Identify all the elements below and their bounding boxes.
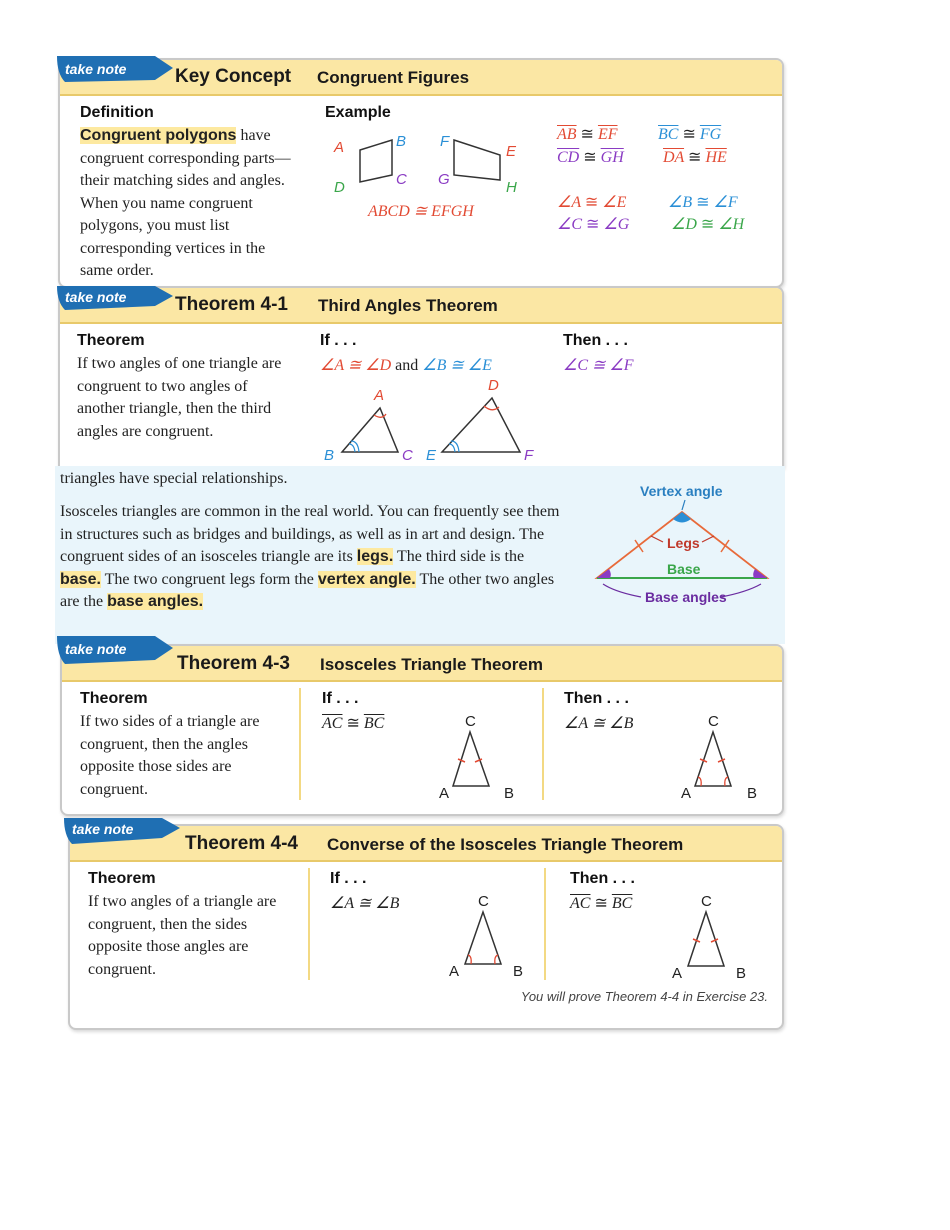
vertex-label-b: B xyxy=(396,133,407,150)
t41-label-e: E xyxy=(426,447,437,464)
theorem-4-1-if-heading: If . . . xyxy=(320,332,357,349)
term-legs: legs. xyxy=(356,548,394,565)
definition-text: Congruent polygons have congruent corresponding parts—their matching sides and angles. When you name congruent polygons, you must list corresponding vertices in the same order. xyxy=(80,127,291,279)
t43-then-label-c: C xyxy=(708,713,719,730)
key-concept-label: Key Concept xyxy=(175,66,292,87)
t44-if-label-c: C xyxy=(478,893,489,910)
take-note-tab-key-concept xyxy=(55,50,180,90)
t43-if-label-a: A xyxy=(439,785,450,802)
theorem-4-3-then-heading: Then . . . xyxy=(564,690,629,707)
theorem-4-1-then-heading: Then . . . xyxy=(563,332,628,349)
theorem-4-4-name: Converse of the Isosceles Triangle Theorem xyxy=(327,835,684,854)
term-base-angles: base angles. xyxy=(107,593,204,610)
theorem-4-3-if-statement: $\overline{AC}$ ≅ $\overline{BC}$ xyxy=(322,715,385,732)
triangle-def xyxy=(442,398,520,452)
theorem-4-1-heading: Theorem xyxy=(77,332,145,349)
vertex-label-e: E xyxy=(506,143,517,160)
svg-text:take note: take note xyxy=(65,289,127,305)
congruence-statement: ABCD ≅ EFGH xyxy=(368,203,474,220)
t41-label-c: C xyxy=(402,447,413,464)
t41-label-f: F xyxy=(524,447,534,464)
theorem-4-4-footnote: You will prove Theorem 4-4 in Exercise 23. xyxy=(520,989,768,1004)
vertex-label-c: C xyxy=(396,171,407,188)
term-vertex-angle: vertex angle. xyxy=(317,570,416,588)
side-pair-ab-ef: $\overline{AB}$ ≅ $\overline{EF}$ xyxy=(557,126,618,143)
side-pair-da-he: $\overline{DA}$ ≅ $\overline{HE}$ xyxy=(663,149,727,166)
theorem-4-1-triangles xyxy=(320,377,550,464)
t44-then-label-b: B xyxy=(736,965,747,982)
term-congruent-polygons: Congruent polygons xyxy=(80,127,237,144)
t41-label-b: B xyxy=(324,447,335,464)
base-label: Base xyxy=(667,561,701,577)
theorem-4-4-then-heading: Then . . . xyxy=(570,870,635,887)
example-heading: Example xyxy=(325,104,391,121)
theorem-4-4-then-triangle xyxy=(668,894,748,980)
theorem-4-3-then-statement: ∠A ≅ ∠B xyxy=(564,715,634,732)
take-note-tab-theorem-4-3 xyxy=(55,628,180,670)
intro-partial-line: triangles have special relationships. xyxy=(60,470,288,487)
polygon-diagram xyxy=(330,130,530,195)
angle-pair-c-g: ∠C ≅ ∠G xyxy=(557,216,630,233)
polygon-efgh xyxy=(454,140,500,180)
term-base: base. xyxy=(60,570,101,588)
angle-pair-a-e: ∠A ≅ ∠E xyxy=(557,194,627,211)
t44-if-label-b: B xyxy=(513,963,524,980)
vertex-label-g: G xyxy=(438,171,450,188)
legs-label: Legs xyxy=(667,535,700,551)
theorem-4-3-name: Isosceles Triangle Theorem xyxy=(320,655,543,674)
theorem-4-4-then-statement: $\overline{AC}$ ≅ $\overline{BC}$ xyxy=(570,895,633,912)
t43-then-label-a: A xyxy=(681,785,692,802)
vertex-label-f: F xyxy=(440,133,450,150)
theorem-4-4-box xyxy=(68,824,784,1030)
theorem-4-1-if-statement: ∠A ≅ ∠D and ∠B ≅ ∠E xyxy=(320,357,492,374)
base-angles-label: Base angles xyxy=(645,589,727,605)
svg-text:take note: take note xyxy=(72,821,134,837)
theorem-4-4-if-statement: ∠A ≅ ∠B xyxy=(330,895,400,912)
t43-if-label-c: C xyxy=(465,713,476,730)
definition-heading: Definition xyxy=(80,104,154,121)
take-note-tab-theorem-4-1 xyxy=(55,280,180,320)
polygon-abcd xyxy=(360,140,392,182)
triangle-abc xyxy=(342,408,398,452)
theorem-4-4-if-heading: If . . . xyxy=(330,870,367,887)
intro-paragraph: Isosceles triangles are common in the real world. You can frequently see them in structures such as bridges and buildings, as well as in art and design. The congruent sides of an isosceles triangle are its legs. The third side is the base. The two congruent legs form the vertex angle. The other two angles are the base angles. xyxy=(60,503,560,610)
theorem-4-1-then-statement: ∠C ≅ ∠F xyxy=(563,357,634,374)
vertex-label-d: D xyxy=(334,179,345,196)
angle-pair-d-h: ∠D ≅ ∠H xyxy=(671,216,745,233)
side-pair-cd-gh: $\overline{CD}$ ≅ $\overline{GH}$ xyxy=(557,149,624,166)
t43-then-label-b: B xyxy=(747,785,758,802)
svg-text:take note: take note xyxy=(65,641,127,657)
t43-if-label-b: B xyxy=(504,785,515,802)
t44-then-label-c: C xyxy=(701,893,712,910)
vertex-label-a: A xyxy=(334,139,345,156)
theorem-4-3-divider-1 xyxy=(299,688,301,800)
isosceles-diagram xyxy=(585,480,780,610)
svg-text:take note: take note xyxy=(65,61,127,77)
theorem-4-4-number: Theorem 4-4 xyxy=(185,833,298,854)
theorem-4-4-text: If two angles of a triangle are congruent, then the sides opposite those angles are congruent. xyxy=(88,893,277,978)
theorem-4-3-then-triangle xyxy=(675,713,758,802)
theorem-4-3-number: Theorem 4-3 xyxy=(177,653,290,674)
angle-pair-b-f: ∠B ≅ ∠F xyxy=(668,194,738,211)
theorem-4-3-if-heading: If . . . xyxy=(322,690,359,707)
theorem-4-1-number: Theorem 4-1 xyxy=(175,294,288,315)
theorem-4-4-if-triangle xyxy=(445,894,525,980)
theorem-4-3-divider-2 xyxy=(542,688,544,800)
theorem-4-3-text: If two sides of a triangle are congruent, then the angles opposite those sides are congruent. xyxy=(80,713,260,798)
t41-label-a: A xyxy=(374,387,385,404)
side-pair-bc-fg: $\overline{BC}$ ≅ $\overline{FG}$ xyxy=(658,126,722,143)
key-concept-box xyxy=(58,58,784,288)
take-note-tab-theorem-4-4 xyxy=(62,810,187,852)
theorem-4-4-divider-1 xyxy=(308,868,310,980)
t44-if-label-a: A xyxy=(449,963,460,980)
theorem-4-3-if-triangle xyxy=(437,714,517,800)
theorem-4-1-text: If two angles of one triangle are congruent to two angles of another triangle, then the third angles are congruent. xyxy=(77,355,282,440)
theorem-4-3-heading: Theorem xyxy=(80,690,148,707)
theorem-4-4-heading: Theorem xyxy=(88,870,156,887)
theorem-4-1-name: Third Angles Theorem xyxy=(318,296,498,315)
t41-label-d: D xyxy=(488,377,499,394)
vertex-label-h: H xyxy=(506,179,517,196)
vertex-angle-label: Vertex angle xyxy=(640,483,723,499)
theorem-4-4-divider-2 xyxy=(544,868,546,980)
key-concept-title: Congruent Figures xyxy=(317,68,470,87)
t44-then-label-a: A xyxy=(672,965,683,982)
